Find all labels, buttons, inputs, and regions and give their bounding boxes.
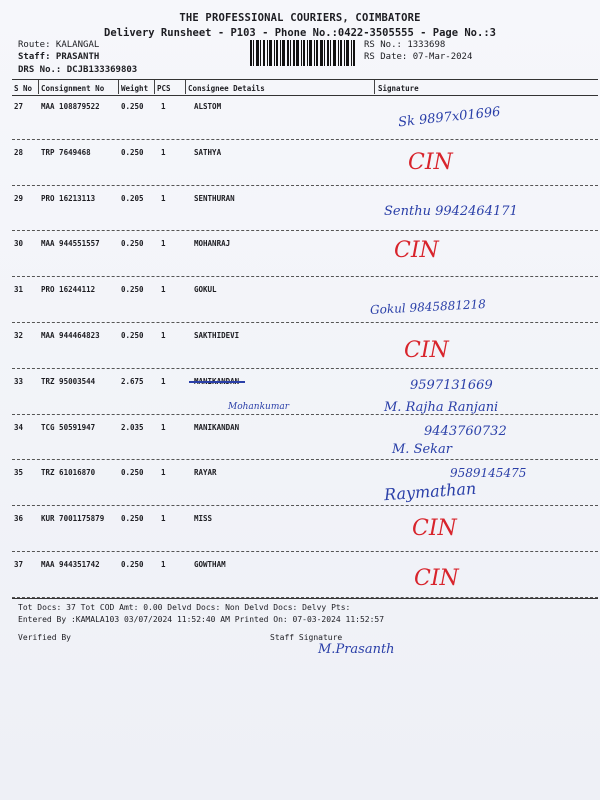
cell-consignment: MAA 108879522: [41, 102, 100, 111]
col-signature: Signature: [378, 84, 419, 93]
cell-sno: 29: [14, 193, 24, 203]
cin-mark-row-32: CIN: [404, 338, 449, 363]
row-divider: [12, 322, 598, 323]
cell-consignment: MAA 944351742: [41, 560, 100, 569]
signature-row-31: Gokul 9845881218: [369, 296, 487, 318]
cell-consignee: RAYAR: [194, 468, 217, 478]
col-divider: [154, 80, 155, 94]
cell-weight: 0.205: [121, 193, 144, 203]
cell-pcs: 1: [161, 285, 166, 295]
name-row-34: M. Sekar: [392, 442, 453, 457]
row-divider: [12, 276, 598, 277]
rs-date: RS Date: 07-Mar-2024: [364, 52, 473, 62]
entered-by-line: Entered By :KAMALA103 03/07/2024 11:52:40 AM Printed On: 07-03-2024 11:52:57: [18, 615, 385, 624]
cell-consignee: SENTHURAN: [194, 193, 235, 203]
cell-weight: 0.250: [121, 514, 144, 524]
cell-weight: 0.250: [121, 239, 144, 249]
cell-sno: 32: [14, 331, 24, 340]
cell-pcs: 1: [161, 468, 166, 478]
table-row: [0, 102, 600, 148]
name-row-35: Raymathan: [383, 478, 477, 505]
table-row: [0, 285, 600, 331]
cin-mark-row-28: CIN: [408, 150, 453, 175]
cell-consignee: GOKUL: [194, 285, 217, 295]
cell-pcs: 1: [161, 422, 166, 432]
cell-sno: 35: [14, 468, 24, 478]
col-pcs: PCS: [157, 84, 171, 93]
route-label: Route: KALANGAL: [18, 40, 100, 50]
totals-line: Tot Docs: 37 Tot COD Amt: 0.00 Delvd Docs: Non Delvd Docs: Delvy Pts:: [18, 603, 351, 612]
table-row: [0, 148, 600, 194]
strike-mark: [189, 381, 245, 383]
staff-label: Staff: PRASANTH: [18, 52, 100, 62]
cell-consignment: KUR 7001175879: [41, 514, 105, 524]
phone-row-33: 9597131669: [410, 378, 493, 393]
row-divider: [12, 459, 598, 460]
cell-sno: 33: [14, 376, 24, 386]
cell-consignee: MOHANRAJ: [194, 239, 231, 249]
col-weight: Weight: [121, 84, 149, 93]
cell-consignment: PRO 16213113: [41, 193, 96, 203]
cell-consignment: TRP 7649468: [41, 147, 91, 157]
cell-pcs: 1: [161, 560, 166, 569]
col-consignee: Consignee Details: [188, 84, 265, 93]
cell-pcs: 1: [161, 239, 166, 249]
row-divider: [12, 414, 598, 415]
table-row: [0, 331, 600, 377]
cell-sno: 27: [14, 102, 24, 111]
cell-pcs: 1: [161, 514, 166, 524]
col-consignment: Consignment No: [41, 84, 105, 93]
row-divider: [12, 505, 598, 506]
cell-weight: 0.250: [121, 468, 144, 478]
cin-mark-row-37: CIN: [414, 566, 459, 591]
table-row: [0, 423, 600, 469]
cell-weight: 0.250: [121, 560, 144, 569]
table-header-rule: [12, 95, 598, 96]
table-top-rule: [12, 79, 598, 80]
table-row: [0, 514, 600, 560]
cell-pcs: 1: [161, 376, 166, 386]
cell-weight: 2.035: [121, 422, 144, 432]
table-row: [0, 239, 600, 285]
cell-sno: 28: [14, 147, 24, 157]
cell-weight: 0.250: [121, 102, 144, 111]
drs-number: DRS No.: DCJB133369803: [18, 65, 138, 75]
name-row-33: M. Rajha Ranjani: [384, 400, 499, 415]
cell-pcs: 1: [161, 193, 166, 203]
rs-number: RS No.: 1333698: [364, 40, 446, 50]
cell-sno: 31: [14, 285, 24, 295]
verified-by-label: Verified By: [18, 633, 71, 642]
cell-consignee: MISS: [194, 514, 213, 524]
cell-consignment: MAA 944464823: [41, 331, 100, 340]
cell-sno: 30: [14, 239, 24, 249]
signature-row-27: Sk 9897x01696: [397, 104, 502, 131]
staff-signature: M.Prasanth: [318, 642, 395, 657]
phone-row-35: 9589145475: [450, 466, 527, 480]
cell-pcs: 1: [161, 102, 166, 111]
cell-consignee: MANIKANDAN: [194, 422, 240, 432]
row-divider: [12, 185, 598, 186]
sheet-title: Delivery Runsheet - P103 - Phone No.:0422-3505555 - Page No.:3: [104, 27, 496, 39]
row-divider: [12, 230, 598, 231]
signature-row-29: Senthu 9942464171: [384, 204, 518, 219]
row-divider: [12, 551, 598, 552]
cell-consignee: SAKTHIDEVI: [194, 331, 240, 340]
table-row: [0, 560, 600, 606]
col-divider: [374, 80, 375, 94]
company-title: THE PROFESSIONAL COURIERS, COIMBATORE: [179, 12, 421, 24]
col-divider: [185, 80, 186, 94]
phone-row-34: 9443760732: [424, 424, 507, 439]
cell-consignment: MAA 944551557: [41, 239, 100, 249]
cell-pcs: 1: [161, 147, 166, 157]
cell-consignee: SATHYA: [194, 147, 222, 157]
staff-signature-label: Staff Signature: [270, 633, 343, 642]
cell-weight: 2.675: [121, 376, 144, 386]
cell-consignment: TRZ 95003544: [41, 376, 96, 386]
barcode-image: [250, 40, 355, 66]
cell-weight: 0.250: [121, 285, 144, 295]
cell-sno: 37: [14, 560, 24, 569]
col-sno: S No: [14, 84, 33, 93]
cell-weight: 0.250: [121, 331, 144, 340]
cell-consignee: MANIKANDAN: [194, 376, 240, 386]
cell-pcs: 1: [161, 331, 166, 340]
table-row: [0, 377, 600, 423]
cell-weight: 0.250: [121, 147, 144, 157]
cell-sno: 34: [14, 422, 24, 432]
col-divider: [38, 80, 39, 94]
cell-consignee: ALSTOM: [194, 102, 222, 111]
cell-consignee: GOWTHAM: [194, 560, 226, 569]
margin-note-row-33: Mohankumar: [228, 402, 290, 412]
cin-mark-row-30: CIN: [394, 238, 439, 263]
table-bottom-rule: [12, 598, 598, 599]
cell-consignment: TCG 50591947: [41, 422, 96, 432]
cell-consignment: PRO 16244112: [41, 285, 96, 295]
row-divider: [12, 368, 598, 369]
cin-mark-row-36: CIN: [412, 516, 457, 541]
cell-sno: 36: [14, 514, 24, 524]
col-divider: [118, 80, 119, 94]
cell-consignment: TRZ 61016870: [41, 468, 96, 478]
row-divider: [12, 139, 598, 140]
